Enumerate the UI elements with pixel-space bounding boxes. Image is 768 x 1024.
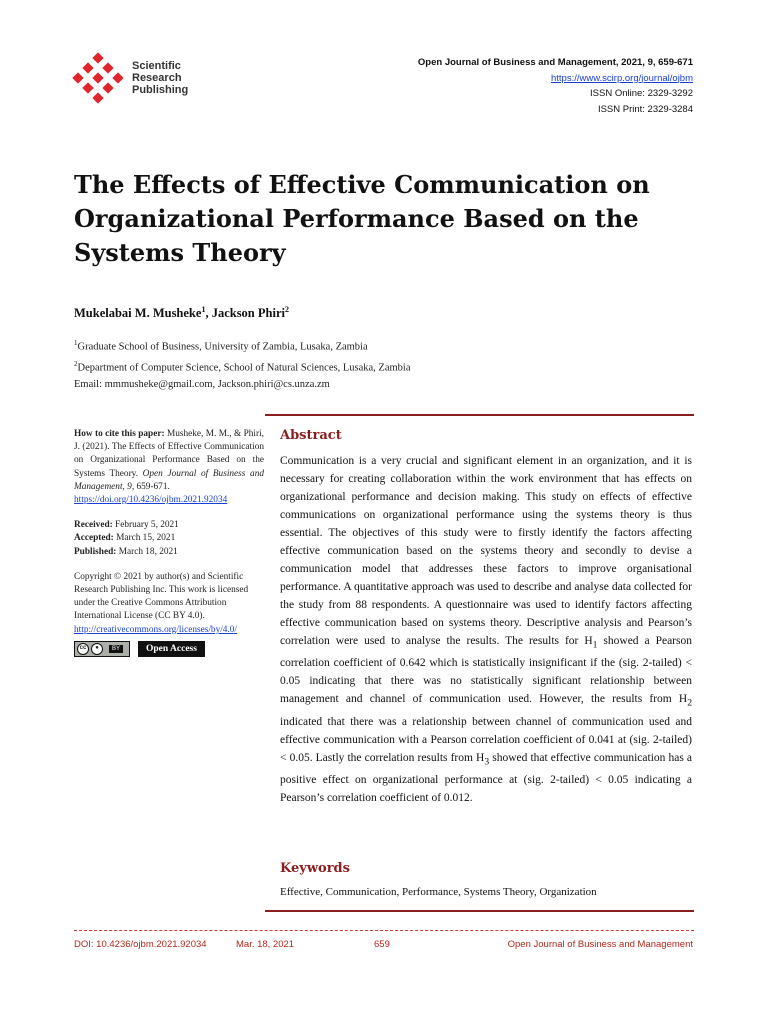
cite-pages: , 659-671. (131, 481, 170, 492)
affiliation-1 (74, 335, 410, 356)
hypothesis-2-subscript: 2 (687, 697, 692, 709)
affiliation-2 (74, 356, 410, 377)
issn-online: ISSN Online: 2329-3292 (590, 88, 693, 99)
received-value: February 5, 2021 (112, 520, 179, 531)
logo-line-2: Research (132, 72, 182, 84)
cc-by-badge[interactable] (74, 641, 130, 657)
cite-text: Musheke, M. M., & Phiri, J. (2021). The Effects of Effective Communication on Organizational Performance Based on the Systems Theory. (74, 429, 264, 479)
author-1: Mukelabai M. Musheke (74, 306, 202, 321)
abstract-text-part-3: indicated that there was a relationship between channel of communication used and effective communication with a Pearson correlation coefficient of 0.041 at (sig. 2-tailed) < 0.05. Lastly the correlation results from H (280, 715, 692, 764)
affiliation-2-marker: 2 (74, 359, 78, 368)
cc-icon: cc (77, 643, 89, 655)
footer-divider (74, 930, 694, 931)
logo-line-1: Scientific (132, 60, 181, 72)
accepted-label: Accepted: (74, 533, 114, 544)
author-2-affil-marker: 2 (284, 305, 289, 314)
keywords-bottom-rule (265, 910, 694, 912)
author-1-affil-marker: 1 (201, 305, 206, 314)
abstract-heading: Abstract (280, 428, 342, 443)
article-sidebar (74, 428, 264, 657)
abstract-body (280, 452, 692, 807)
footer-page-number: 659 (374, 939, 390, 950)
affiliation-1-text: Graduate School of Business, University of Zambia, Lusaka, Zambia (77, 341, 368, 353)
hypothesis-1-subscript: 1 (592, 639, 598, 651)
journal-url-link[interactable]: https://www.scirp.org/journal/ojbm (550, 72, 693, 84)
abstract-top-rule (265, 414, 694, 416)
issn-print: ISSN Print: 2329-3284 (597, 103, 693, 115)
published-date (74, 546, 264, 559)
author-list (74, 305, 289, 321)
publisher-logo-text (132, 60, 188, 96)
paper-title: The Effects of Effective Communication on Organizational Performance Based on the Systems Theory (74, 170, 650, 267)
license-badges (74, 641, 264, 657)
publisher-logo-mark (70, 52, 130, 112)
cite-label: How to cite this paper: (74, 429, 165, 439)
accepted-value: March 15, 2021 (113, 533, 176, 544)
footer-date: Mar. 18, 2021 (236, 939, 295, 950)
publisher-logo (70, 52, 210, 112)
affiliation-2-text: Department of Computer Science, School of Natural Sciences, Lusaka, Zambia (77, 362, 411, 373)
by-label: BY (109, 645, 123, 653)
author-2: Jackson Phiri (211, 306, 285, 321)
attribution-person-icon: ● (91, 643, 103, 655)
footer-doi[interactable]: DOI: 10.4236/ojbm.2021.92034 (74, 939, 207, 950)
copyright-block (74, 571, 264, 657)
received-date (74, 519, 264, 532)
author-emails: Email: mmmusheke@gmail.com, Jackson.phiri@cs.unza.zm (74, 379, 330, 390)
author-separator: , (205, 306, 212, 321)
published-value: March 18, 2021 (116, 546, 178, 557)
dates-block (74, 519, 264, 559)
keywords-heading: Keywords (280, 861, 350, 876)
footer-journal: Open Journal of Business and Management (507, 939, 693, 950)
logo-line-3: Publishing (132, 84, 189, 96)
cite-journal: Open Journal of Business and Management, 9 (74, 468, 264, 492)
received-label: Received: (74, 520, 113, 531)
open-access-badge[interactable]: Open Access (138, 641, 205, 657)
abstract-text-part-1: Communication is a very crucial and significant element in an organization, and it is necessary for creating collaboration within the work environment that has effects on organizational performance and decision making. This study on effects of effective communications on organizational performance using the systems theory is thus essential. The objectives of this study were to firstly identify the factors affecting effective communication based on the systems theory and secondly to devise a communication model that addresses these factors to improve organisational performance. A quantitative approach was used to describe and analyse data collected for the study from 88 respondents. A questionnaire was used to identify factors affecting effective communication based on systems theory. Descriptive analysis and Pearson’s correlation were used to analyse the results. The results for H (280, 455, 692, 647)
copyright-text: Copyright © 2021 by author(s) and Scientific Research Publishing Inc. This work is licensed under the Creative Commons Attribution International License (CC BY 4.0). (74, 571, 249, 622)
hypothesis-3-subscript: 3 (484, 755, 490, 767)
affiliations (74, 335, 410, 393)
journal-info (418, 55, 693, 117)
cite-doi-link[interactable]: https://doi.org/10.4236/ojbm.2021.92034 (74, 495, 228, 506)
abstract-text-part-4: showed that effective communication has a positive effect on organizational performance at (sig. 2-tailed) < 0.05 indicating a Pearson’s correlation coefficient of 0.012. (280, 751, 692, 804)
accepted-date (74, 532, 264, 545)
keywords-list: Effective, Communication, Performance, Systems Theory, Organization (280, 886, 597, 898)
journal-citation: Open Journal of Business and Management, 2021, 9, 659-671 (417, 57, 693, 68)
affiliation-1-marker: 1 (74, 339, 78, 347)
abstract-text-part-2: showed a Pearson correlation coefficient of 0.642 which is statistically insignificant if the (sig. 2-tailed) < 0.05 indicating that there was no statistically significant relationship between management and channel of communication used. However, the results from H (280, 635, 692, 706)
published-label: Published: (74, 546, 117, 557)
license-link[interactable]: http://creativecommons.org/licenses/by/4.0/ (74, 624, 238, 635)
citation-block (74, 428, 264, 507)
